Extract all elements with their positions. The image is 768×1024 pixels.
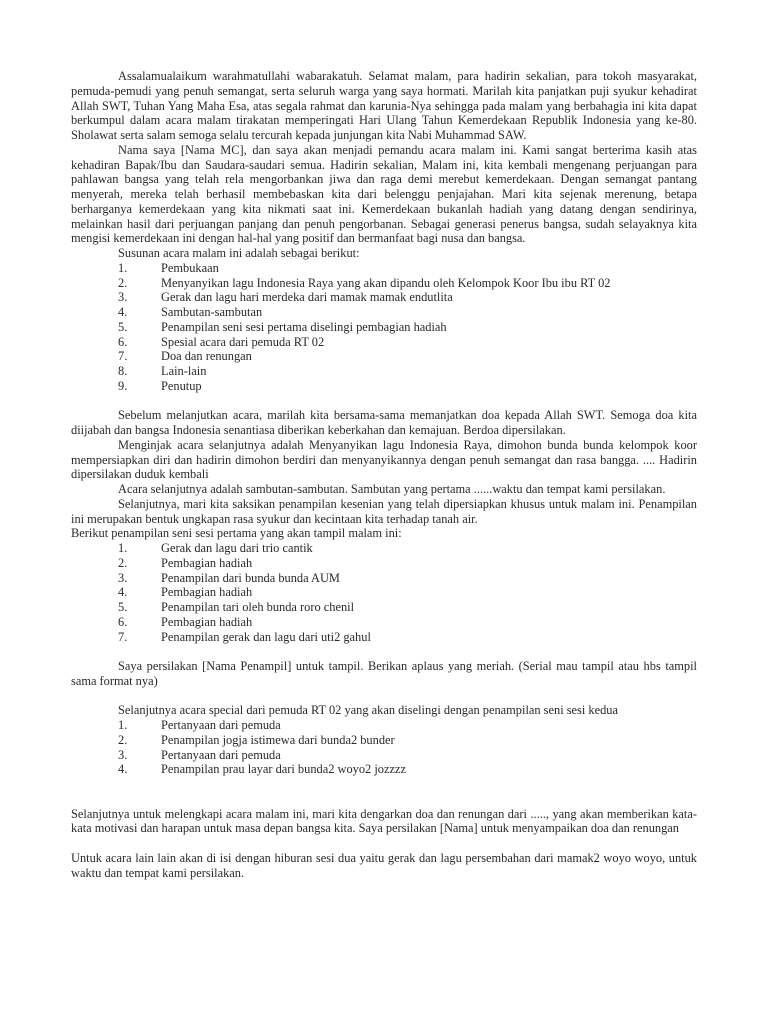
list-item-number: 8. [118,364,128,378]
list-item [71,320,697,335]
list-item [71,762,697,777]
list-item-text: Penutup [161,378,202,393]
list-item-number: 6. [118,334,128,349]
invite-paragraph: Saya persilakan [Nama Penampil] untuk tampil. Berikan aplaus yang meriah. (Serial mau tampil atau hbs tampil sama format nya) [71,659,697,688]
list-item-text: Lain-lain [161,364,207,378]
list-item [71,748,697,763]
anthem-paragraph: Menginjak acara selanjutnya adalah Menyanyikan lagu Indonesia Raya, dimohon bunda bunda kelompok koor mempersiapkan diri dan hadirin dimohon berdiri dan menyanyikannya dengan penuh semangat dan rasa bangga. .... Hadirin dipersilakan duduk kembali [71,437,697,482]
list-item-number: 1. [118,260,128,275]
list-item-number: 3. [118,747,128,762]
list-item-number: 2. [118,275,128,290]
list-item-text: Doa dan renungan [161,349,252,364]
list-item-text: Penampilan prau layar dari bunda2 woyo2 jozzzz [161,762,406,777]
list-item-text: Penampilan tari oleh bunda roro chenil [161,600,355,614]
list-item-text: Penampilan jogja istimewa dari bunda2 bunder [161,732,395,747]
list-item-number: 3. [118,290,128,305]
list-item [71,541,697,556]
list-item [71,733,697,748]
list-item-text: Pembagian hadiah [161,555,253,570]
intro-paragraph: Nama saya [Nama MC], dan saya akan menjadi pemandu acara malam ini. Kami sangat berterima kasih atas kehadiran Bapak/Ibu dan Saudara-saudari semua. Hadirin sekalian, Malam ini, kita kembali mengenang perjuangan para pahlawan bangsa yang telah rela mengorbankan jiwa dan raga demi merebut kemerdekaan. Dengan semangat pantang menyerah, mereka telah berhasil membebaskan kita dari belenggu penjajahan. Mari kita sejenak merenung, betapa berharganya kemerdekaan yang kita nikmati saat ini. Kemerdekaan bukanlah hadiah yang datang dengan sendirinya, melainkan hasil dari perjuangan panjang dan penuh pengorbanan. Sebagai generasi penerus bangsa, sudah selayaknya kita mengisi kemerdekaan ini dengan hal-hal yang positif dan bermanfaat bagi nusa dan bangsa. [71,142,697,246]
list-item-text: Sambutan-sambutan [161,305,263,319]
list-item [71,630,697,645]
list-item-number: 2. [118,555,128,570]
list-item [71,718,697,733]
list-item-text: Penampilan gerak dan lagu dari uti2 gahul [161,629,371,644]
arts-paragraph: Selanjutnya, mari kita saksikan penampilan kesenian yang telah dipersiapkan khusus untuk malam ini. Penampilan ini merupakan bentuk ungkapan rasa syukur dan kecintaan kita terhadap tanah air. [71,496,697,526]
list-item [71,379,697,394]
document-page [71,69,697,880]
others-paragraph: Untuk acara lain lain akan di isi dengan hiburan sesi dua yaitu gerak dan lagu persembahan dari mamak2 woyo woyo, untuk waktu dan tempat kami persilakan. [71,850,697,880]
list-item-text: Pertanyaan dari pemuda [161,718,281,732]
agenda-intro: Susunan acara malam ini adalah sebagai berikut: [118,246,360,260]
list-item [71,364,697,379]
reflection-paragraph: Selanjutnya untuk melengkapi acara malam ini, mari kita dengarkan doa dan renungan dari ....., yang akan memberikan kata-kata motivasi dan harapan untuk masa depan bangsa kita. Saya persilakan [Nama] untuk menyampaikan doa dan renungan [71,806,697,836]
list-item-number: 2. [118,732,128,747]
list-item-number: 9. [118,378,128,393]
list-item-number: 4. [118,585,128,600]
list-item-text: Pembukaan [161,260,219,275]
list-item [71,556,697,571]
opening-paragraph: Assalamualaikum warahmatullahi wabarakatuh. Selamat malam, para hadirin sekalian, para tokoh masyarakat, pemuda-pemudi yang penuh semangat, serta seluruh warga yang saya hormati. Marilah kita panjatkan puji syukur kehadirat Allah SWT, Tuhan Yang Maha Esa, atas segala rahmat dan karunia-Nya sehingga pada malam yang berbahagia ini kita dapat berkumpul dalam acara malam tirakatan memperingati Hari Ulang Tahun Kemerdekaan Republik Indonesia yang ke-80. Sholawat serta salam semoga selalu tercurah kepada junjungan kita Nabi Muhammad SAW. [71,69,697,142]
list-item [71,585,697,600]
list-item [71,305,697,320]
list-item-text: Menyanyikan lagu Indonesia Raya yang akan dipandu oleh Kelompok Koor Ibu ibu RT 02 [161,275,611,290]
list-item-text: Penampilan dari bunda bunda AUM [161,570,340,585]
list-item [71,335,697,350]
list-item-text: Penampilan seni sesi pertama diselingi pembagian hadiah [161,319,447,334]
list-item [71,615,697,630]
list-item-text: Gerak dan lagu hari merdeka dari mamak mamak endutlita [161,290,453,305]
prayer-paragraph: Sebelum melanjutkan acara, marilah kita bersama-sama memanjatkan doa kepada Allah SWT. Semoga doa kita diijabah dan bangsa Indonesia senantiasa diberikan keberkahan dan kemajuan. Berdoa dipersilakan. [71,408,697,437]
list-item-number: 7. [118,629,128,644]
list-item [71,571,697,586]
list-item [71,276,697,291]
list-item [71,600,697,615]
list-item-number: 1. [118,718,128,732]
list-item [71,349,697,364]
list-item-text: Gerak dan lagu dari trio cantik [161,541,313,555]
list-item-number: 4. [118,762,128,777]
list-item-number: 7. [118,349,128,364]
special-list [71,718,697,777]
list-item-number: 4. [118,305,128,319]
arts-intro: Berikut penampilan seni sesi pertama yang akan tampil malam ini: [71,526,402,541]
special-intro: Selanjutnya acara special dari pemuda RT 02 yang akan diselingi dengan penampilan seni sesi kedua [118,703,618,718]
list-item-number: 5. [118,600,128,614]
speeches-paragraph: Acara selanjutnya adalah sambutan-sambutan. Sambutan yang pertama ......waktu dan tempat kami persilakan. [118,482,666,496]
list-item-text: Spesial acara dari pemuda RT 02 [161,334,325,349]
list-item-text: Pertanyaan dari pemuda [161,747,281,762]
list-item-text: Pembagian hadiah [161,585,253,600]
arts-list [71,541,697,644]
list-item-number: 5. [118,319,128,334]
list-item-number: 6. [118,614,128,629]
list-item [71,261,697,276]
list-item-text: Pembagian hadiah [161,614,253,629]
list-item-number: 3. [118,570,128,585]
list-item-number: 1. [118,541,128,555]
agenda-list [71,261,697,394]
list-item [71,290,697,305]
